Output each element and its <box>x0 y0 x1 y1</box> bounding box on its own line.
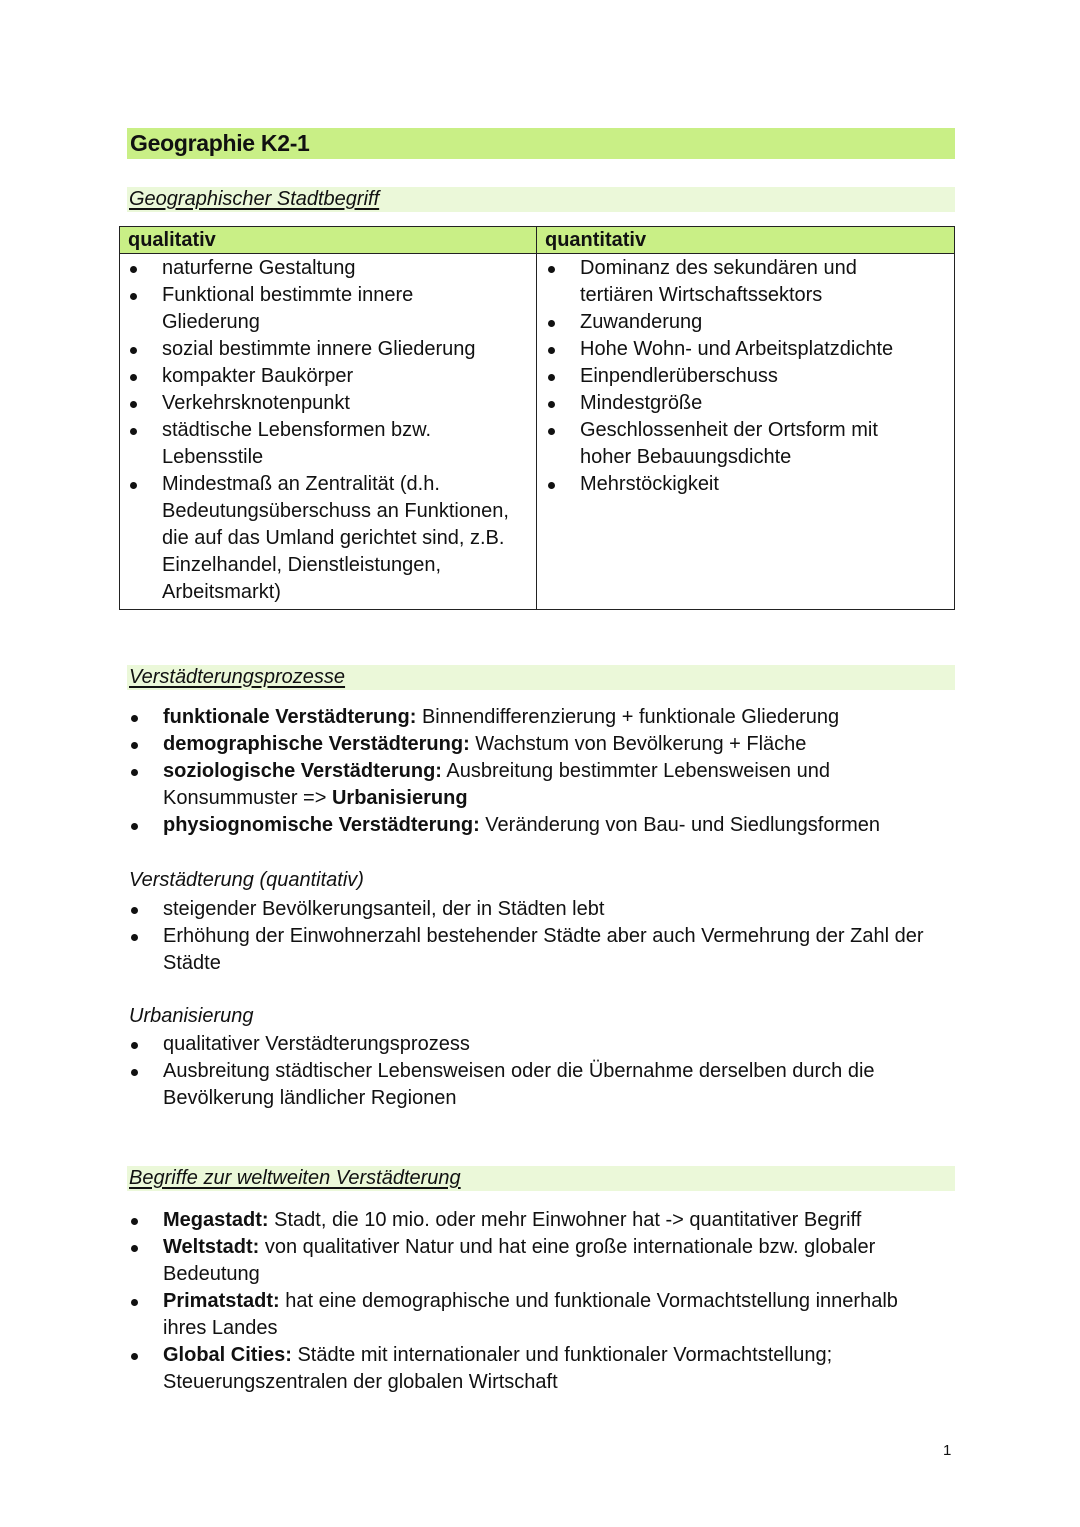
list-item: qualitativer Verstädterungsprozess <box>129 1031 929 1058</box>
list-item <box>129 812 929 839</box>
table-divider <box>536 227 537 609</box>
document-title-bar <box>127 128 955 159</box>
page-number: 1 <box>943 1442 952 1459</box>
definition: Binnendifferenzierung + funktionale Gliederung <box>416 706 840 728</box>
subheading-urbanisierung: Urbanisierung <box>129 1005 254 1027</box>
list-item <box>129 704 929 731</box>
list-item: Mindestmaß an Zentralität (d.h. Bedeutungsüberschuss an Funktionen, die auf das Umland gerichtet sind, z.B. Einzelhandel, Dienstleistungen, Arbeitsmarkt) <box>128 471 527 606</box>
table-header-text: qualitativ <box>128 229 216 251</box>
list-item <box>129 758 863 812</box>
list-item <box>129 1207 929 1234</box>
qualitativ-list <box>128 255 523 606</box>
list-item: Erhöhung der Einwohnerzahl bestehender Städte aber auch Vermehrung der Zahl der Städte <box>129 923 949 977</box>
section-heading-text: Geographischer Stadtbegriff <box>129 188 380 210</box>
document-title: Geographie K2-1 <box>130 130 310 156</box>
list-item <box>129 731 929 758</box>
section-heading-verstaedterungsprozesse <box>127 665 955 690</box>
quantitativ-list <box>546 255 946 498</box>
begriffe-list <box>129 1207 929 1396</box>
definition: Städte mit internationaler und funktionaler Vormachtstellung; Steuerungszentralen der globalen Wirtschaft <box>163 1344 833 1393</box>
term: demographische Verstädterung <box>163 733 464 755</box>
term: Weltstadt: <box>163 1236 260 1258</box>
term: Global Cities: <box>163 1344 292 1366</box>
term: Urbanisierung <box>331 787 468 809</box>
section-heading-stadtbegriff <box>127 187 955 212</box>
term: soziologische Verstädterung <box>163 760 436 782</box>
list-item: Geschlossenheit der Ortsform mit hoher Bebauungsdichte <box>546 417 910 471</box>
term-colon: : <box>435 760 442 782</box>
list-item: städtische Lebensformen bzw. Lebensstile <box>128 417 482 471</box>
term: funktionale Verstädterung <box>163 706 410 728</box>
term: Primatstadt: <box>163 1290 280 1312</box>
term: physiognomische Verstädterung <box>163 814 474 836</box>
list-item: Ausbreitung städtischer Lebensweisen oder die Übernahme derselben durch die Bevölkerung ländlicher Regionen <box>129 1058 908 1112</box>
list-item <box>129 1234 913 1288</box>
definition: Ausbreitung bestimmter Lebensweisen und Konsummuster => <box>163 760 830 809</box>
prozesse-list <box>129 704 929 839</box>
definition: Veränderung von Bau- und Siedlungsformen <box>479 814 881 836</box>
list-item: sozial bestimmte innere Gliederung <box>128 336 523 363</box>
urbanisierung-list <box>129 1031 929 1112</box>
list-item <box>129 1288 938 1342</box>
section-heading-begriffe <box>127 1166 955 1191</box>
list-item <box>129 1342 883 1396</box>
list-item: Dominanz des sekundären und tertiären Wirtschaftssektors <box>546 255 880 309</box>
section-heading-text: Begriffe zur weltweiten Verstädterung <box>129 1167 461 1189</box>
list-item: Einpendlerüberschuss <box>546 363 946 390</box>
list-item: Funktional bestimmte innere Gliederung <box>128 282 492 336</box>
list-item: Mindestgröße <box>546 390 946 417</box>
list-item: naturferne Gestaltung <box>128 255 523 282</box>
definition: von qualitativer Natur und hat eine große internationale bzw. globaler Bedeutung <box>163 1236 876 1285</box>
term-colon: : <box>409 706 417 728</box>
list-item: Mehrstöckigkeit <box>546 471 946 498</box>
list-item: steigender Bevölkerungsanteil, der in Städten lebt <box>129 896 949 923</box>
quantitativ-verstaedterung-list <box>129 896 949 977</box>
list-item: Verkehrsknotenpunkt <box>128 390 523 417</box>
term-colon: : <box>473 814 480 836</box>
subheading-verstaedterung-quantitativ: Verstädterung (quantitativ) <box>129 869 364 891</box>
table-header-qualitativ <box>120 227 536 254</box>
term-colon: : <box>463 733 470 755</box>
stadtbegriff-table <box>119 226 955 610</box>
table-header-quantitativ <box>537 227 954 254</box>
list-item: Zuwanderung <box>546 309 946 336</box>
definition: Wachstum von Bevölkerung + Fläche <box>469 733 807 755</box>
definition: hat eine demographische und funktionale Vormachtstellung innerhalb ihres Landes <box>163 1290 898 1339</box>
term: Megastadt: <box>163 1209 269 1231</box>
list-item: kompakter Baukörper <box>128 363 523 390</box>
list-item: Hohe Wohn- und Arbeitsplatzdichte <box>546 336 946 363</box>
definition: Stadt, die 10 mio. oder mehr Einwohner hat -> quantitativer Begriff <box>268 1209 862 1231</box>
table-header-text: quantitativ <box>545 229 647 251</box>
section-heading-text: Verstädterungsprozesse <box>129 666 346 688</box>
